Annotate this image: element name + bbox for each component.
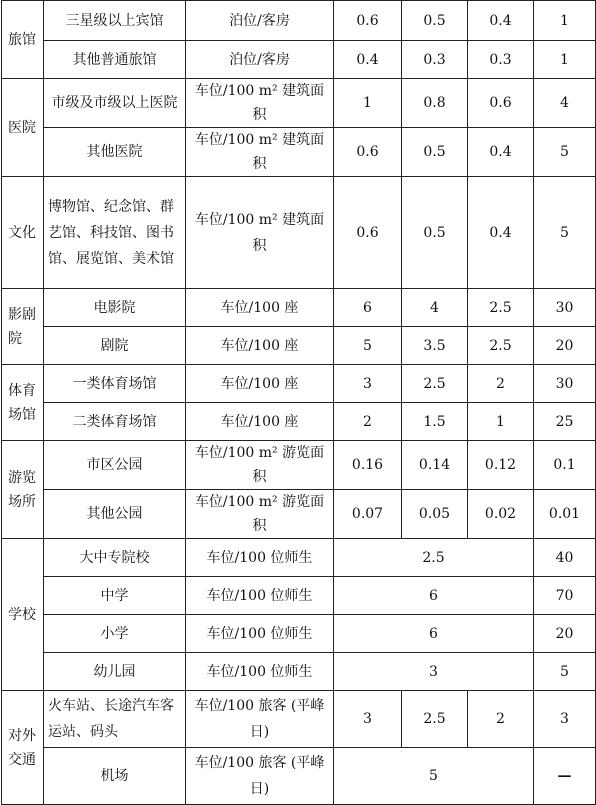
- table-row: [2, 289, 596, 327]
- value-cell-1: 3: [334, 691, 402, 748]
- unit-cell: 车位/100 座: [186, 327, 334, 365]
- value-cell-2: 0.05: [402, 490, 468, 539]
- unit-cell: 车位/100 旅客 (平峰日): [186, 748, 334, 805]
- facility-name: 幼儿园: [44, 653, 186, 691]
- facility-name: 一类体育场馆: [44, 365, 186, 403]
- category-cell: 游览场所: [2, 441, 44, 539]
- value-cell-4: 5: [534, 653, 596, 691]
- table-row: [2, 79, 596, 128]
- value-cell-3: 1: [468, 403, 534, 441]
- table-row: [2, 691, 596, 748]
- unit-cell: 车位/100 m² 建筑面积: [186, 79, 334, 128]
- value-cell-1: 0.4: [334, 41, 402, 79]
- facility-name: 剧院: [44, 327, 186, 365]
- value-cell-3: 0.4: [468, 177, 534, 289]
- facility-name: 三星级以上宾馆: [44, 1, 186, 41]
- table-row: [2, 615, 596, 653]
- value-cell-1: 1: [334, 79, 402, 128]
- category-cell: 旅馆: [2, 1, 44, 79]
- value-cell-3: 0.4: [468, 128, 534, 177]
- value-cell-3: 0.3: [468, 41, 534, 79]
- value-cell-4: 30: [534, 365, 596, 403]
- value-cell-4: 1: [534, 1, 596, 41]
- unit-cell: 车位/100 m² 游览面积: [186, 490, 334, 539]
- value-cell-3: 0.6: [468, 79, 534, 128]
- value-cell-4: 1: [534, 41, 596, 79]
- value-cell-1: 3: [334, 365, 402, 403]
- table-row: [2, 577, 596, 615]
- value-cell-2: 4: [402, 289, 468, 327]
- unit-cell: 车位/100 位师生: [186, 539, 334, 577]
- value-cell-2: 2.5: [402, 365, 468, 403]
- unit-cell: 车位/100 旅客 (平峰日): [186, 691, 334, 748]
- merged-value-cell: 6: [334, 615, 534, 653]
- value-cell-4: 5: [534, 128, 596, 177]
- category-cell: 文化: [2, 177, 44, 289]
- facility-name: 机场: [44, 748, 186, 805]
- unit-cell: 车位/100 座: [186, 365, 334, 403]
- value-cell-1: 0.07: [334, 490, 402, 539]
- table-row: [2, 41, 596, 79]
- unit-cell: 车位/100 座: [186, 289, 334, 327]
- value-cell-4: 0.01: [534, 490, 596, 539]
- category-cell: 体育场馆: [2, 365, 44, 441]
- unit-cell: 车位/100 座: [186, 403, 334, 441]
- value-cell-2: 3.5: [402, 327, 468, 365]
- value-cell-1: 5: [334, 327, 402, 365]
- facility-name: 小学: [44, 615, 186, 653]
- merged-value-cell: 6: [334, 577, 534, 615]
- table-row: [2, 403, 596, 441]
- value-cell-1: 6: [334, 289, 402, 327]
- unit-cell: 车位/100 m² 建筑面积: [186, 177, 334, 289]
- table-row: [2, 441, 596, 490]
- unit-cell: 车位/100 m² 游览面积: [186, 441, 334, 490]
- unit-cell: 车位/100 位师生: [186, 577, 334, 615]
- value-cell-1: 0.16: [334, 441, 402, 490]
- unit-cell: 车位/100 m² 建筑面积: [186, 128, 334, 177]
- table-row: [2, 490, 596, 539]
- table-row: [2, 1, 596, 41]
- value-cell-1: 0.6: [334, 128, 402, 177]
- value-cell-2: 1.5: [402, 403, 468, 441]
- value-cell-1: 0.6: [334, 1, 402, 41]
- value-cell-3: 0.02: [468, 490, 534, 539]
- parking-standard-table: [1, 0, 596, 805]
- table-row: [2, 539, 596, 577]
- value-cell-4: 5: [534, 177, 596, 289]
- value-cell-2: 0.5: [402, 177, 468, 289]
- value-cell-4: 25: [534, 403, 596, 441]
- value-cell-3: 2: [468, 691, 534, 748]
- value-cell-4: 4: [534, 79, 596, 128]
- value-cell-4: 40: [534, 539, 596, 577]
- category-cell: 学校: [2, 539, 44, 691]
- value-cell-2: 0.3: [402, 41, 468, 79]
- facility-name: 火车站、长途汽车客运站、码头: [44, 691, 186, 748]
- facility-name: 博物馆、纪念馆、群艺馆、科技馆、图书馆、展览馆、美术馆: [44, 177, 186, 289]
- facility-name: 大中专院校: [44, 539, 186, 577]
- value-cell-3: 2: [468, 365, 534, 403]
- value-cell-4: —: [534, 748, 596, 805]
- value-cell-1: 0.6: [334, 177, 402, 289]
- merged-value-cell: 5: [334, 748, 534, 805]
- table-row: [2, 327, 596, 365]
- table-row: [2, 748, 596, 805]
- unit-cell: 泊位/客房: [186, 1, 334, 41]
- value-cell-4: 70: [534, 577, 596, 615]
- facility-name: 二类体育场馆: [44, 403, 186, 441]
- facility-name: 中学: [44, 577, 186, 615]
- facility-name: 市级及市级以上医院: [44, 79, 186, 128]
- merged-value-cell: 2.5: [334, 539, 534, 577]
- value-cell-1: 2: [334, 403, 402, 441]
- value-cell-3: 2.5: [468, 289, 534, 327]
- table-row: [2, 653, 596, 691]
- value-cell-3: 0.4: [468, 1, 534, 41]
- value-cell-2: 0.14: [402, 441, 468, 490]
- facility-name: 其他公园: [44, 490, 186, 539]
- value-cell-4: 0.1: [534, 441, 596, 490]
- category-cell: 影剧院: [2, 289, 44, 365]
- facility-name: 电影院: [44, 289, 186, 327]
- table-row: [2, 177, 596, 289]
- value-cell-2: 2.5: [402, 691, 468, 748]
- value-cell-2: 0.8: [402, 79, 468, 128]
- facility-name: 市区公园: [44, 441, 186, 490]
- table-row: [2, 128, 596, 177]
- value-cell-3: 0.12: [468, 441, 534, 490]
- unit-cell: 车位/100 位师生: [186, 615, 334, 653]
- value-cell-3: 2.5: [468, 327, 534, 365]
- value-cell-4: 3: [534, 691, 596, 748]
- value-cell-2: 0.5: [402, 1, 468, 41]
- category-cell: 医院: [2, 79, 44, 177]
- value-cell-2: 0.5: [402, 128, 468, 177]
- merged-value-cell: 3: [334, 653, 534, 691]
- category-cell: 对外交通: [2, 691, 44, 805]
- table-row: [2, 365, 596, 403]
- unit-cell: 车位/100 位师生: [186, 653, 334, 691]
- value-cell-4: 20: [534, 327, 596, 365]
- facility-name: 其他普通旅馆: [44, 41, 186, 79]
- unit-cell: 泊位/客房: [186, 41, 334, 79]
- value-cell-4: 30: [534, 289, 596, 327]
- value-cell-4: 20: [534, 615, 596, 653]
- facility-name: 其他医院: [44, 128, 186, 177]
